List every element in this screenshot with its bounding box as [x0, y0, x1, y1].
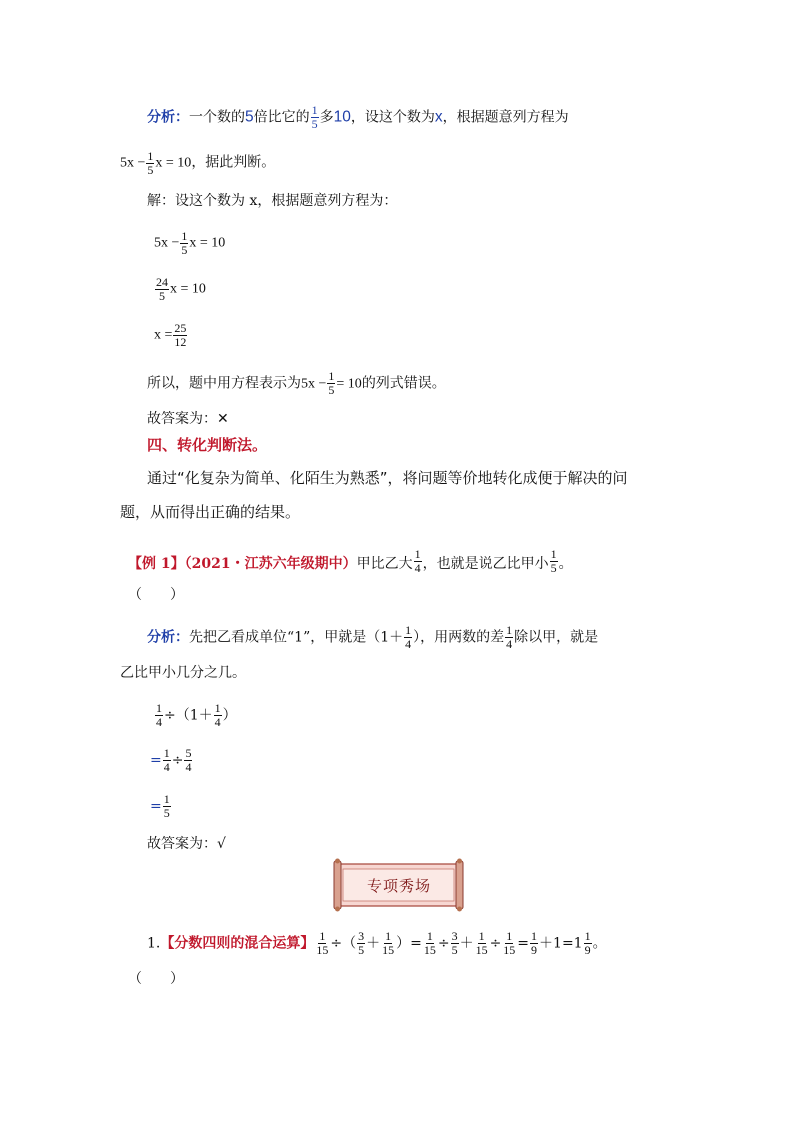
answer-blank[interactable]: （ ）: [128, 587, 184, 603]
equals-sign: =: [150, 752, 162, 769]
analysis-text: ，设这个数为: [350, 109, 435, 126]
example-question: [128, 548, 573, 575]
denominator: 5: [311, 117, 318, 131]
fraction: [173, 322, 187, 349]
numerator: 1: [156, 701, 162, 715]
op-text: ＋1=1: [539, 935, 583, 952]
conclusion-text: 所以，题中用方程表示为: [147, 375, 301, 392]
banner-label: 专项秀场: [366, 877, 431, 895]
denominator: 5: [328, 383, 335, 397]
denominator: 9: [531, 943, 538, 957]
analysis-label: 分析：: [147, 629, 189, 646]
conclusion-text: 的列式错误。: [361, 375, 446, 392]
fraction: [423, 930, 437, 957]
numerator: 1: [414, 547, 421, 561]
solution-intro: 解：设这个数为 x，根据题意列方程为：: [147, 193, 398, 209]
numerator: 3: [451, 929, 458, 943]
numerator: 3: [358, 929, 365, 943]
fraction: [214, 702, 222, 729]
numerator: 1: [506, 929, 513, 943]
exercise-tag: 【分数四则的混合运算】: [160, 935, 315, 952]
example-analysis-line-2: 乙比甲小几分之几。: [120, 665, 246, 681]
numerator: 24: [156, 275, 168, 289]
analysis-text: ），用两数的差: [413, 629, 505, 646]
op-text: =: [517, 935, 530, 952]
denominator: 15: [316, 943, 329, 957]
fraction: [530, 930, 538, 957]
denominator: 5: [358, 943, 365, 957]
analysis-text: 倍比它的: [253, 109, 310, 126]
example-step-2: [150, 747, 193, 774]
fraction: [315, 930, 329, 957]
denominator: 5: [159, 289, 165, 303]
denominator: 4: [214, 715, 221, 729]
solution-answer: 故答案为：✕: [147, 411, 229, 427]
denominator: 15: [475, 943, 488, 957]
analysis-text: 先把乙看成单位“1”，甲就是（1＋: [189, 629, 404, 646]
equation-part: x = 10: [189, 235, 226, 251]
op-text: ＋: [366, 935, 381, 952]
op-text: ）=: [396, 935, 422, 952]
denominator: 15: [503, 943, 516, 957]
denominator: 15: [423, 943, 436, 957]
numerator: 1: [181, 229, 188, 243]
denominator: 4: [405, 637, 412, 651]
equation-part: 5x −: [154, 235, 180, 251]
exercise-number: 1.: [147, 935, 161, 952]
exercise-answer-blank[interactable]: （ ）: [128, 971, 184, 987]
fraction: [180, 230, 188, 257]
fraction: [475, 930, 489, 957]
equation-part: x =: [154, 327, 173, 343]
fraction: [155, 702, 163, 729]
denominator: 15: [382, 943, 395, 957]
analysis-text: 除以甲，就是: [514, 629, 599, 646]
example-step-3: [150, 793, 172, 820]
numerator: 25: [174, 321, 187, 335]
numerator: 1: [147, 149, 154, 163]
section-title: 四、转化判断法。: [147, 437, 268, 454]
equation-part: 5x −: [120, 155, 146, 171]
denominator: 5: [550, 561, 557, 575]
question-text: 。: [558, 556, 573, 572]
op-text: ÷（: [330, 935, 357, 952]
equation-part: 5x −: [301, 376, 327, 392]
section-banner: [331, 858, 466, 912]
denominator: 5: [451, 943, 458, 957]
numerator: 1: [478, 929, 485, 943]
solution-conclusion: [147, 370, 446, 397]
fraction: [184, 747, 192, 774]
example-source: （2021・江苏六年级期中）: [184, 556, 357, 572]
numerator: 1: [550, 547, 557, 561]
example-step-1: [154, 702, 237, 729]
numerator: 1: [214, 701, 221, 715]
section-paragraph-line-1: 通过“化复杂为简单、化陌生为熟悉”，将问题等价地转化成便于解决的问: [147, 469, 628, 487]
analysis-number: 5: [245, 108, 254, 126]
solution-step-2: [154, 276, 206, 303]
question-text: ，也就是说乙比甲小: [422, 556, 549, 572]
example-answer: 故答案为：√: [147, 836, 226, 852]
fraction: [311, 104, 319, 131]
section-paragraph-line-2: 题，从而得出正确的结果。: [120, 503, 301, 521]
fraction: [163, 793, 171, 820]
denominator: 5: [181, 243, 188, 257]
equation-part: x = 10: [170, 281, 206, 297]
step-text: ÷（1＋: [164, 707, 213, 724]
analysis-label: 分析：: [147, 109, 189, 126]
fraction: [163, 747, 171, 774]
solution-step-1: [154, 230, 225, 257]
numerator: 1: [531, 929, 538, 943]
solution-step-3: [154, 322, 188, 349]
denominator: 4: [185, 760, 192, 774]
analysis-number: 10: [333, 108, 351, 126]
op-text: ÷: [437, 935, 450, 952]
numerator: 1: [426, 929, 433, 943]
denominator: 12: [174, 335, 187, 349]
question-text: 甲比乙大: [356, 556, 413, 572]
op-text: 。: [592, 935, 607, 952]
equation-part: x = 10: [155, 155, 192, 171]
numerator: 1: [311, 103, 318, 117]
numerator: 1: [405, 623, 412, 637]
fraction: [502, 930, 516, 957]
analysis-tail: ，据此判断。: [191, 154, 276, 171]
fraction: [146, 150, 154, 177]
numerator: 1: [328, 369, 335, 383]
analysis-text: 一个数的: [189, 109, 245, 126]
fraction: [584, 930, 592, 957]
analysis-text: ，根据题意列方程为: [442, 109, 569, 126]
numerator: 5: [185, 746, 192, 760]
denominator: 5: [163, 806, 170, 820]
exercise-question: [147, 930, 607, 957]
numerator: 1: [506, 623, 513, 637]
denominator: 4: [506, 637, 513, 651]
denominator: 4: [156, 715, 162, 729]
analysis-equation-line: [120, 150, 275, 177]
example-analysis-line-1: [147, 624, 598, 651]
op-text: ÷: [489, 935, 502, 952]
denominator: 5: [147, 163, 154, 177]
denominator: 4: [163, 760, 170, 774]
equation-part: = 10: [336, 376, 362, 392]
fraction: [327, 370, 335, 397]
fraction: [155, 276, 169, 303]
numerator: 1: [163, 792, 170, 806]
fraction: [404, 624, 412, 651]
numerator: 1: [584, 929, 591, 943]
numerator: 1: [319, 929, 326, 943]
step-text: ÷: [171, 752, 184, 769]
denominator: 9: [584, 943, 591, 957]
analysis-text: 多: [319, 109, 334, 126]
denominator: 4: [414, 561, 421, 575]
fraction: [414, 548, 422, 575]
op-text: ＋: [459, 935, 474, 952]
fraction: [381, 930, 395, 957]
equals-sign: =: [150, 798, 162, 815]
analysis-variable: x: [434, 108, 443, 126]
fraction: [451, 930, 459, 957]
fraction: [505, 624, 513, 651]
fraction: [550, 548, 558, 575]
numerator: 1: [385, 929, 392, 943]
example-tag: 【例 1】: [128, 556, 185, 572]
fraction: [357, 930, 365, 957]
step-text: ）: [222, 707, 237, 724]
numerator: 1: [163, 746, 170, 760]
analysis-line-1: [147, 104, 569, 131]
